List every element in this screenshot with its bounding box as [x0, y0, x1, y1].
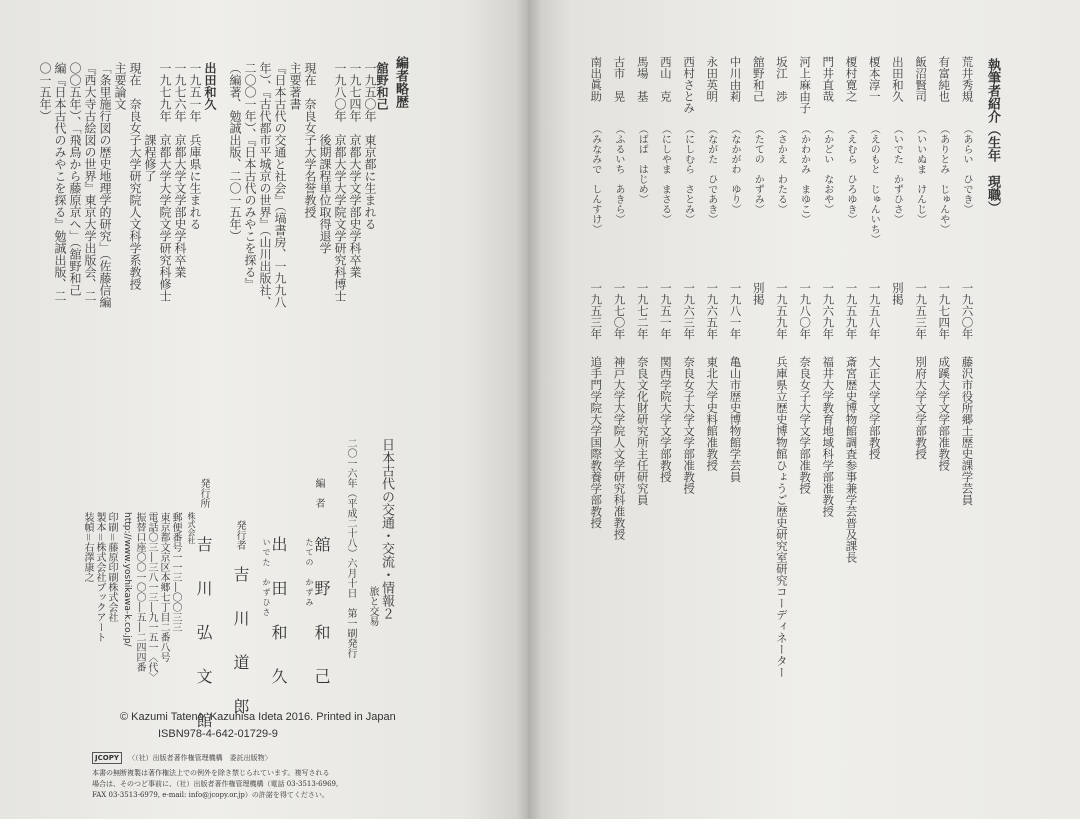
jcopy-line: 場合は、そのつど事前に、（社）出版者著作権管理機構（電話 03-3513-6969, — [92, 780, 339, 788]
author-year: 別掲 — [751, 282, 766, 305]
ideta-bio-line: 一九七九年 京都大学大学院文学研究科修士 — [158, 62, 172, 302]
author-year: 別掲 — [890, 282, 905, 305]
website-link[interactable]: http://www.yoshikawa-k.co.jp/ — [122, 512, 132, 647]
author-year: 一九六五年 — [705, 282, 720, 340]
author-name: 南出眞助 — [589, 56, 604, 102]
isbn-line: ISBN978-4-642-01729-9 — [158, 728, 278, 740]
author-kana: （かわかみ まゆこ） — [798, 124, 810, 224]
jcopy-line: FAX 03-3513-6979, e-mail: info@jcopy.or.jp）の許諾を得てください。 — [92, 791, 329, 799]
author-position: 神戸大学大学院人文学研究科准教授 — [612, 356, 627, 540]
author-year: 一九五三年 — [589, 282, 604, 340]
jcopy-header — [92, 752, 272, 764]
designer-line: 装幀＝右澤康之 — [82, 512, 93, 582]
author-name: 西山 克 — [658, 56, 673, 102]
author-kana: （えむら ひろゆき） — [845, 124, 856, 224]
jcopy-badge: JCOPY — [92, 752, 122, 764]
author-year: 一九五一年 — [658, 282, 673, 340]
tateno-bio-line: （編著、勉誠出版、二〇一五年） — [228, 62, 242, 242]
author-name: 荒井秀規 — [960, 56, 975, 102]
author-name: 榎本淳一 — [867, 56, 882, 102]
author-kana: （みなみで しんすけ） — [589, 124, 601, 234]
editor-bio-heading: 編者略歴 — [393, 56, 408, 108]
binder-line: 製本＝株式会社ブックアート — [94, 512, 105, 642]
publisher-person: 吉 川 道 郎 — [231, 566, 250, 720]
authors-heading: 執筆者紹介（生年 現職） — [985, 58, 1000, 214]
author-name: 中川由莉 — [728, 56, 743, 102]
company-name: 吉 川 弘 文 館 — [194, 536, 213, 734]
author-position: 兵庫県立歴史博物館ひょうご歴史研究室研究コーディネーター — [774, 356, 789, 678]
ideta-bio-line: 〇一五年） — [38, 62, 52, 122]
author-kana: （ありとみ じゅんや） — [937, 124, 949, 234]
author-kana: （たての かずみ） — [752, 124, 764, 214]
author-year: 一九五八年 — [867, 282, 882, 340]
author-kana: （ながた ひであき） — [705, 124, 717, 224]
ideta-bio-line: 課程修了 — [143, 62, 157, 182]
author-kana: （かどい なおや） — [821, 124, 833, 214]
tateno-name: 舘野和己 — [375, 62, 389, 110]
tateno-bio-line: 主要著書 — [288, 62, 302, 110]
author-name: 坂江 渉 — [774, 56, 789, 102]
author-kana: （ばば はじめ） — [636, 124, 648, 204]
author-kana: （なかがわ ゆり） — [729, 124, 740, 214]
author-position: 大正大学文学部教授 — [867, 356, 882, 460]
editor2-name: 出 田 和 久 — [269, 536, 288, 690]
printer-line: 印刷＝藤原印刷株式会社 — [106, 512, 117, 622]
author-name: 出田和久 — [890, 56, 905, 102]
editor1-ruby: たての かずみ — [305, 538, 314, 608]
author-name: 有富純也 — [937, 56, 952, 102]
author-year: 一九五九年 — [844, 282, 859, 340]
right-page-authors — [528, 0, 1080, 819]
tateno-bio-line: 一九八〇年 京都大学大学院文学研究科博士 — [333, 62, 347, 302]
author-year: 一九七四年 — [937, 282, 952, 340]
author-position: 成蹊大学文学部准教授 — [937, 356, 952, 471]
jcopy-line: 本書の無断複製は著作権法上での例外を除き禁じられています。複写される — [92, 769, 330, 777]
address-line: 郵便番号一一三―〇〇三三 — [170, 512, 181, 632]
company-prefix: 株式会社 — [187, 512, 196, 544]
tateno-bio-line: 二〇〇一年）、『日本古代のみやこを探る』 — [243, 62, 257, 290]
tateno-bio-line: 一九七四年 京都大学文学部史学科卒業 — [348, 62, 362, 278]
author-year: 一九六三年 — [682, 282, 697, 340]
issuer-label: 発行所 — [198, 478, 209, 508]
author-position: 藤沢市役所郷土歴史課学芸員 — [960, 356, 975, 506]
author-name: 河上麻由子 — [798, 56, 813, 114]
ideta-bio-line: 『西大寺古絵図の世界』東京大学出版会、二 — [83, 62, 97, 302]
author-kana: （えのもと じゅんいち） — [868, 124, 880, 244]
left-page-colophon — [0, 0, 528, 819]
jcopy-line: 〈（社）出版者著作権管理機構 委託出版物〉 — [128, 754, 272, 762]
author-kana: （さかえ わたる） — [775, 124, 787, 214]
ideta-bio-line: 〇〇五年）、「飛鳥から藤原京へ」（舘野和己 — [68, 62, 82, 296]
author-name: 西村さとみ — [682, 56, 697, 114]
author-name: 馬場 基 — [635, 56, 650, 102]
author-kana: （にしむら さとみ） — [682, 124, 694, 224]
author-position: 別府大学文学部教授 — [914, 356, 929, 460]
author-position: 奈良女子大学文学部准教授 — [798, 356, 813, 494]
author-year: 一九七〇年 — [612, 282, 627, 340]
author-year: 一九八一年 — [728, 282, 743, 340]
author-position: 奈良文化財研究所主任研究員 — [635, 356, 650, 506]
author-position: 福井大学教育地域科学部准教授 — [821, 356, 836, 517]
author-position: 斎宮歴史博物館調査参事兼学芸普及課長 — [844, 356, 859, 563]
editor2-row — [270, 536, 286, 690]
author-year: 一九六九年 — [821, 282, 836, 340]
author-name: 榎村寛之 — [844, 56, 859, 102]
tateno-bio-line: 『日本古代の交通と社会』（塙書房、一九九八 — [273, 62, 287, 308]
author-year: 一九七二年 — [635, 282, 650, 340]
author-kana: （いでた かずひさ） — [891, 124, 903, 224]
book-subtitle: 旅と交易 — [367, 586, 378, 626]
book-title: 日本古代の交通・交流・情報２ — [379, 438, 394, 620]
author-name: 飯沼賢司 — [914, 56, 929, 102]
ideta-bio-line: 一九七六年 京都大学文学部史学科卒業 — [173, 62, 187, 278]
tateno-bio-line: 一九五〇年 東京都に生まれる — [363, 62, 377, 230]
author-year: 一九五三年 — [914, 282, 929, 340]
tateno-bio-line: 現在 奈良女子大学名誉教授 — [303, 62, 317, 218]
tateno-bio-line: 後期課程単位取得退学 — [318, 62, 332, 254]
author-name: 永田英明 — [705, 56, 720, 102]
author-position: 東北大学史料館准教授 — [705, 356, 720, 471]
editor1-row — [313, 536, 329, 690]
author-name: 門井直哉 — [821, 56, 836, 102]
gutter-shadow — [516, 0, 542, 819]
ideta-name: 出田和久 — [203, 62, 217, 110]
editor1-name: 舘 野 和 己 — [312, 536, 331, 690]
ideta-bio-line: 現在 奈良女子大学研究院人文科学系教授 — [128, 62, 142, 290]
author-position: 追手門学院大学国際教養学部教授 — [589, 356, 604, 529]
author-year: 一九六〇年 — [960, 282, 975, 340]
author-year: 一九五九年 — [774, 282, 789, 340]
author-name: 舘野和己 — [751, 56, 766, 102]
author-kana: （あらい ひでき） — [961, 124, 972, 214]
author-year: 一九八〇年 — [798, 282, 813, 340]
address-line: 東京都文京区本郷七丁目二番八号 — [158, 512, 169, 662]
author-kana: （ふるいち あきら） — [613, 124, 624, 224]
ideta-bio-line: 「条里施行図の歴史地理学的研究」（佐藤信編 — [98, 62, 112, 308]
editor2-ruby: いでた かずひさ — [262, 538, 271, 618]
author-position: 亀山市歴史博物館学芸員 — [728, 356, 743, 483]
publication-date: 二〇一六年（平成二十八）六月十日 第一刷発行 — [345, 438, 356, 658]
author-kana: （いいぬま けんじ） — [914, 124, 926, 224]
tateno-bio-line: 年）、『古代都市平城京の世界』（山川出版社、 — [258, 62, 272, 308]
publisher-person-row — [232, 566, 248, 720]
ideta-bio-line: 一九五一年 兵庫県に生まれる — [188, 62, 202, 230]
company-row — [195, 536, 211, 734]
author-position: 奈良女子大学文学部准教授 — [682, 356, 697, 494]
copyright-line: © Kazumi Tateno, Kazuhisa Ideta 2016. Printed in Japan — [120, 711, 396, 723]
address-line: 振替口座〇〇一〇〇―五―二四四番 — [134, 512, 145, 672]
ideta-bio-line: 主要論文 — [113, 62, 127, 110]
author-name: 古市 晃 — [612, 56, 627, 102]
publisher-label: 発行者 — [234, 520, 245, 550]
author-kana: （にしやま まさる） — [659, 124, 671, 224]
author-position: 関西学院大学文学部教授 — [658, 356, 673, 483]
editor-label: 編 者 — [313, 478, 324, 508]
address-line: 電話〇三―三八一三―九一五一〈代〉 — [146, 512, 157, 682]
ideta-bio-line: 編『日本古代のみやこを探る』勉誠出版、二 — [53, 62, 67, 302]
